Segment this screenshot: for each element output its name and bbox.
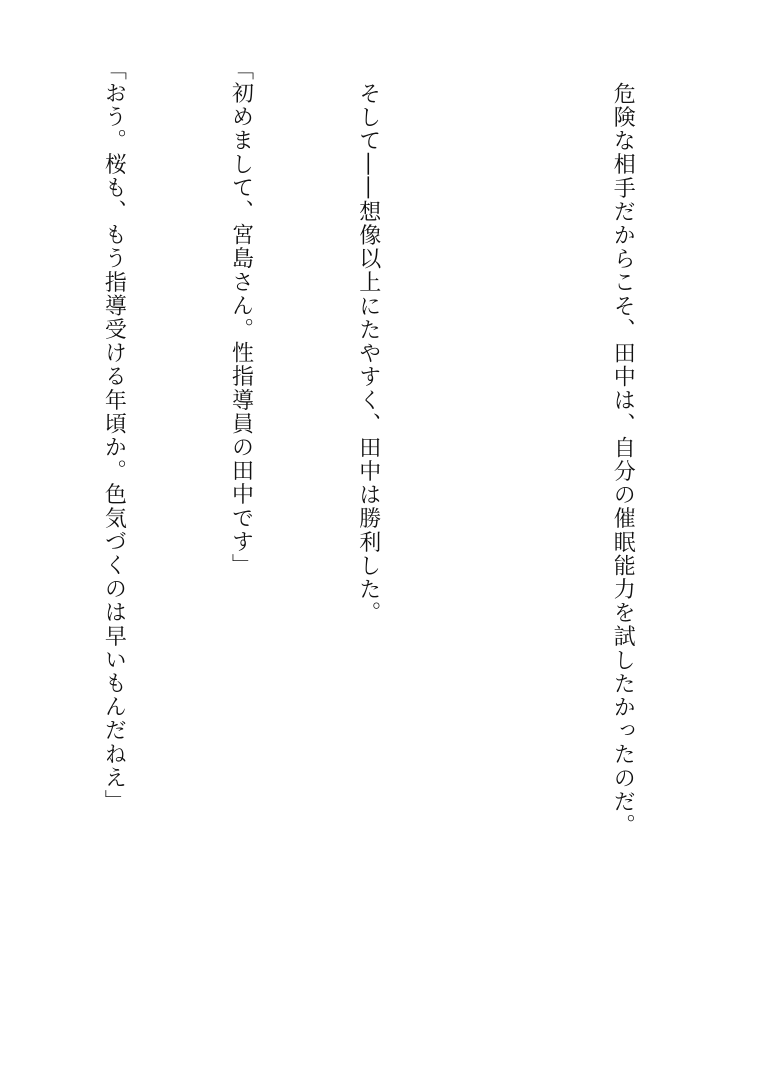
paragraph-line <box>0 58 7 1068</box>
blank-line <box>474 58 516 1068</box>
paragraph-line: そして――想像以上にたやすく、田中は勝利した。 <box>355 82 381 625</box>
paragraph-line: 危険な相手だからこそ、田中は、自分の催眠能力を試したかったのだ。 <box>610 82 636 838</box>
dialogue-line: 「初めまして、宮島さん。性指導員の田中です」 <box>228 58 254 578</box>
vertical-text-body <box>0 58 728 1068</box>
dialogue-line: 「おう。桜も、もう指導受ける年頃か。色気づくのは早いもんだねえ」 <box>101 58 127 814</box>
